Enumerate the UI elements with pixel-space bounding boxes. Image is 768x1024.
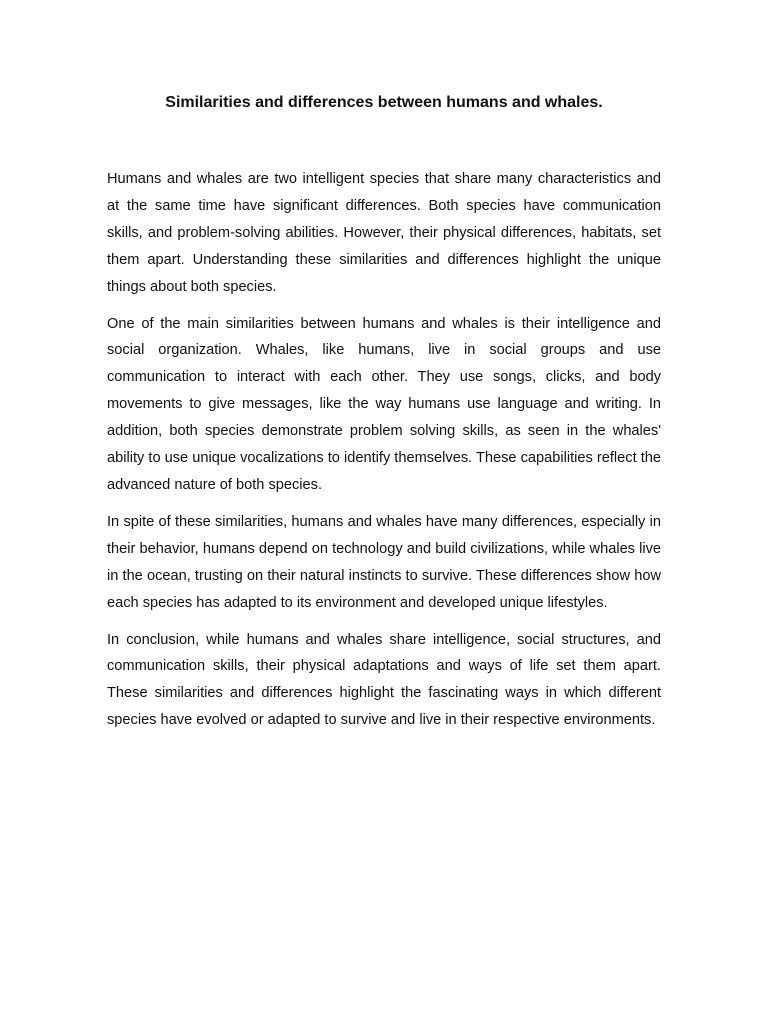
paragraph-conclusion: In conclusion, while humans and whales share intelligence, social structures, and communication skills, their physical adaptations and ways of life set them apart. These similarities and differences highlight the fascinating ways in which different species have evolved or adapted to survive and live in their respective environments. <box>107 631 661 729</box>
paragraph-introduction: Humans and whales are two intelligent species that share many characteristics and at the same time have significant differences. Both species have communication skills, and problem-solving abilities. However, their physical differences, habitats, set them apart. Understanding these similarities and differences highlight the unique things about both species. <box>107 171 661 295</box>
paragraph-similarities: One of the main similarities between humans and whales is their intelligence and social organization. Whales, like humans, live in social groups and use communication to interact with each other. They use songs, clicks, and body movements to give messages, like the way humans use language and writing. In addition, both species demonstrate problem solving skills, as seen in the whales' ability to use unique vocalizations to identify themselves. These capabilities reflect the advanced nature of both species. <box>107 315 661 493</box>
paragraph-differences: In spite of these similarities, humans and whales have many differences, especially in their behavior, humans depend on technology and build civilizations, while whales live in the ocean, trusting on their natural instincts to survive. These differences show how each species has adapted to its environment and developed unique lifestyles. <box>107 513 661 611</box>
document-title: Similarities and differences between humans and whales. <box>165 94 603 111</box>
document-body <box>107 166 661 744</box>
